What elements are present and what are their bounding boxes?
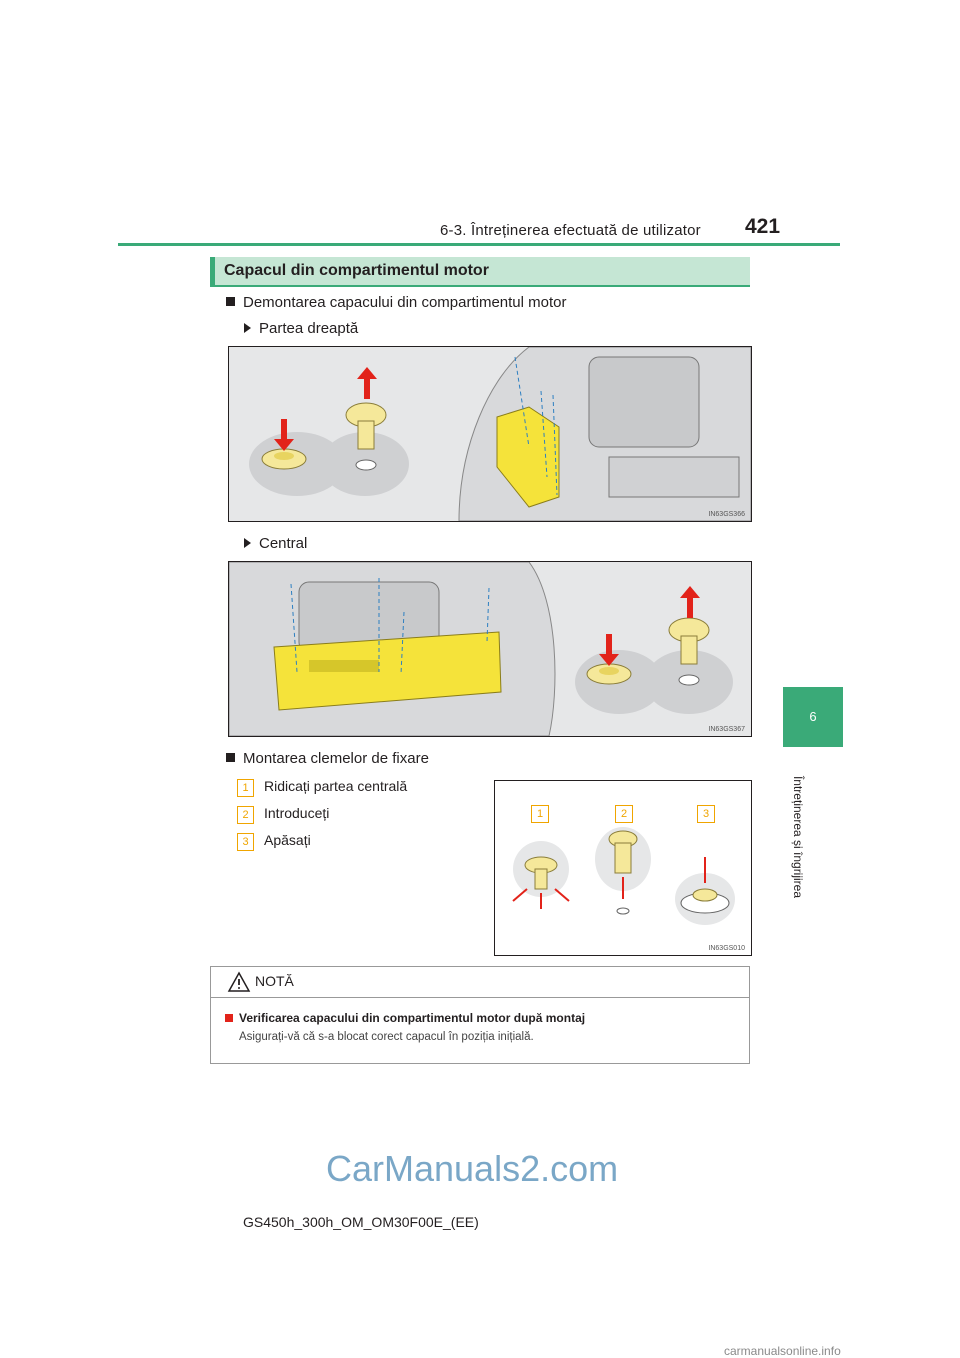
notice-title: NOTĂ <box>255 973 294 989</box>
center-label: Central <box>244 535 307 552</box>
engine-right-illustration <box>229 347 751 521</box>
figure-center <box>228 561 752 737</box>
section-title: Capacul din compartimentul motor <box>224 262 489 279</box>
engine-center-illustration <box>229 562 751 736</box>
step-3: 3 Apăsați <box>237 832 311 851</box>
red-square-icon <box>225 1014 233 1022</box>
figure-id: IN63GS366 <box>708 511 745 518</box>
figure-step-3: 3 <box>697 805 715 823</box>
section-header <box>210 257 750 287</box>
footer-model: GS450h_300h_OM_OM30F00E_(EE) <box>243 1214 479 1230</box>
figure-id: IN63GS367 <box>708 726 745 733</box>
step-2: 2 Introduceți <box>237 805 329 824</box>
figure-right-side <box>228 346 752 522</box>
notice-item-text: Asigurați-vă că s-a blocat corect capacul în poziția inițială. <box>239 1031 534 1043</box>
watermark: CarManuals2.com <box>326 1148 619 1189</box>
figure-id: IN63GS010 <box>708 945 745 952</box>
figure-installation <box>494 780 752 956</box>
removal-heading: Demontarea capacului din compartimentul motor <box>226 294 567 311</box>
right-side-label: Partea dreaptă <box>244 320 358 337</box>
header-title: 6-3. Întreținerea efectuată de utilizator <box>440 222 701 239</box>
triangle-bullet-icon <box>244 323 251 333</box>
installation-heading: Montarea clemelor de fixare <box>226 750 429 767</box>
figure-step-1: 1 <box>531 805 549 823</box>
triangle-bullet-icon <box>244 538 251 548</box>
chapter-tab[interactable]: 6 <box>783 687 843 747</box>
header-rule <box>118 243 840 246</box>
warning-icon <box>227 971 251 993</box>
notice-box <box>210 966 750 1064</box>
notice-header <box>211 967 749 998</box>
chapter-label: Întreținerea și îngrijirea <box>791 775 805 899</box>
page-number: 421 <box>745 215 781 238</box>
square-bullet-icon <box>226 297 235 306</box>
notice-item-heading: Verificarea capacului din compartimentul motor după montaj <box>225 1011 585 1025</box>
bottom-watermark: carmanualsonline.info <box>724 1344 841 1358</box>
square-bullet-icon <box>226 753 235 762</box>
figure-step-2: 2 <box>615 805 633 823</box>
step-1: 1 Ridicați partea centrală <box>237 778 407 797</box>
